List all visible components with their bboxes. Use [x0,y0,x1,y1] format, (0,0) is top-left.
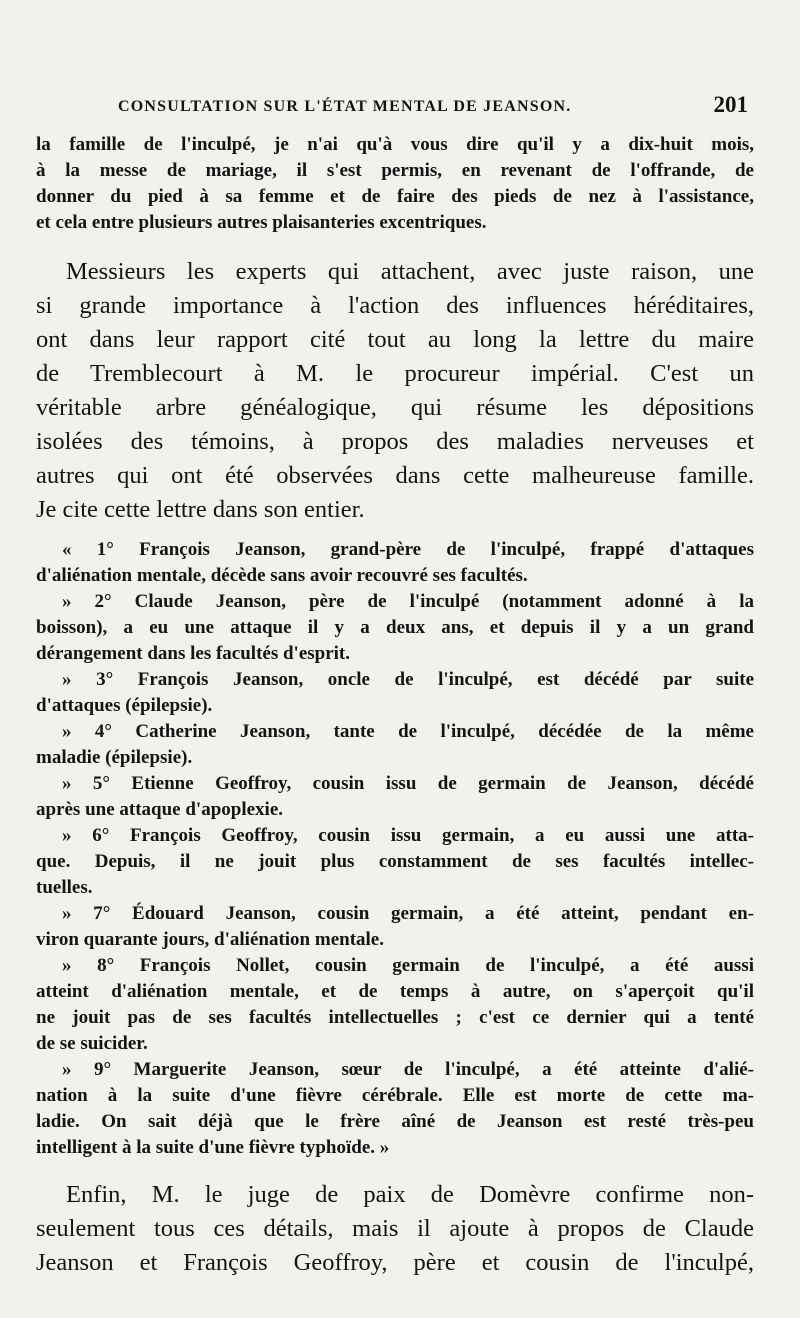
letter-line: » 7° Édouard Jeanson, cousin germain, a été atteint, pendant en- [62,903,754,924]
letter-line: dérangement dans les facultés d'esprit. [36,643,351,664]
letter-line: « 1° François Jeanson, grand-père de l'inculpé, frappé d'attaques [62,539,754,560]
letter-line: nation à la suite d'une fièvre cérébrale. Elle est morte de cette ma- [36,1085,754,1106]
text-line: si grande importance à l'action des influences héréditaires, [36,292,754,319]
text-line: Je cite cette lettre dans son entier. [36,496,365,523]
text-line: autres qui ont été observées dans cette malheureuse famille. [36,462,754,489]
paragraph-continuation [36,132,754,236]
running-title: CONSULTATION SUR L'ÉTAT MENTAL DE JEANSON. [118,98,572,115]
letter-line: intelligent à la suite d'une fièvre typhoïde. » [36,1137,390,1158]
letter-line: d'aliénation mentale, décède sans avoir recouvré ses facultés. [36,565,528,586]
paragraph-experts [36,255,754,527]
text-line: à la messe de mariage, il s'est permis, en revenant de l'offrande, de [36,160,754,181]
letter-line: » 4° Catherine Jeanson, tante de l'inculpé, décédée de la même [62,721,754,742]
text-line: Enfin, M. le juge de paix de Domèvre confirme non- [66,1181,754,1208]
letter-line: » 6° François Geoffroy, cousin issu germain, a eu aussi une atta- [62,825,754,846]
text-line: isolées des témoins, à propos des maladies nerveuses et [36,428,754,455]
text-line: Messieurs les experts qui attachent, avec juste raison, une [66,258,754,285]
text-line: donner du pied à sa femme et de faire des pieds de nez à l'assistance, [36,186,754,207]
paragraph-juge-de-paix [36,1178,754,1280]
letter-line: que. Depuis, il ne jouit plus constamment de ses facultés intellec- [36,851,754,872]
letter-line: » 8° François Nollet, cousin germain de l'inculpé, a été aussi [62,955,754,976]
letter-line: de se suicider. [36,1033,148,1054]
text-line: de Tremblecourt à M. le procureur impérial. C'est un [36,360,754,387]
letter-line: d'attaques (épilepsie). [36,695,213,716]
letter-line: » 5° Etienne Geoffroy, cousin issu de germain de Jeanson, décédé [62,773,754,794]
text-line: ont dans leur rapport cité tout au long la lettre du maire [36,326,754,353]
text-line: Jeanson et François Geoffroy, père et cousin de l'inculpé, [36,1249,754,1276]
letter-line: ne jouit pas de ses facultés intellectuelles ; c'est ce dernier qui a tenté [36,1007,754,1028]
page-header [118,92,748,122]
page-number: 201 [713,92,748,117]
quoted-letter [36,537,754,1161]
letter-line: ladie. On sait déjà que le frère aîné de Jeanson est resté très-peu [36,1111,754,1132]
text-line: et cela entre plusieurs autres plaisanteries excentriques. [36,212,487,233]
letter-line: boisson), a eu une attaque il y a deux ans, et depuis il y a un grand [36,617,754,638]
letter-line: viron quarante jours, d'aliénation mentale. [36,929,384,950]
letter-line: atteint d'aliénation mentale, et de temps à autre, on s'aperçoit qu'il [36,981,754,1002]
text-line: la famille de l'inculpé, je n'ai qu'à vous dire qu'il y a dix-huit mois, [36,134,754,155]
letter-line: » 3° François Jeanson, oncle de l'inculpé, est décédé par suite [62,669,754,690]
letter-line: » 2° Claude Jeanson, père de l'inculpé (notamment adonné à la [62,591,754,612]
text-line: véritable arbre généalogique, qui résume les dépositions [36,394,754,421]
letter-line: tuelles. [36,877,93,898]
letter-line: maladie (épilepsie). [36,747,193,768]
text-line: seulement tous ces détails, mais il ajoute à propos de Claude [36,1215,754,1242]
letter-line: après une attaque d'apoplexie. [36,799,284,820]
letter-line: » 9° Marguerite Jeanson, sœur de l'inculpé, a été atteinte d'alié- [62,1059,754,1080]
